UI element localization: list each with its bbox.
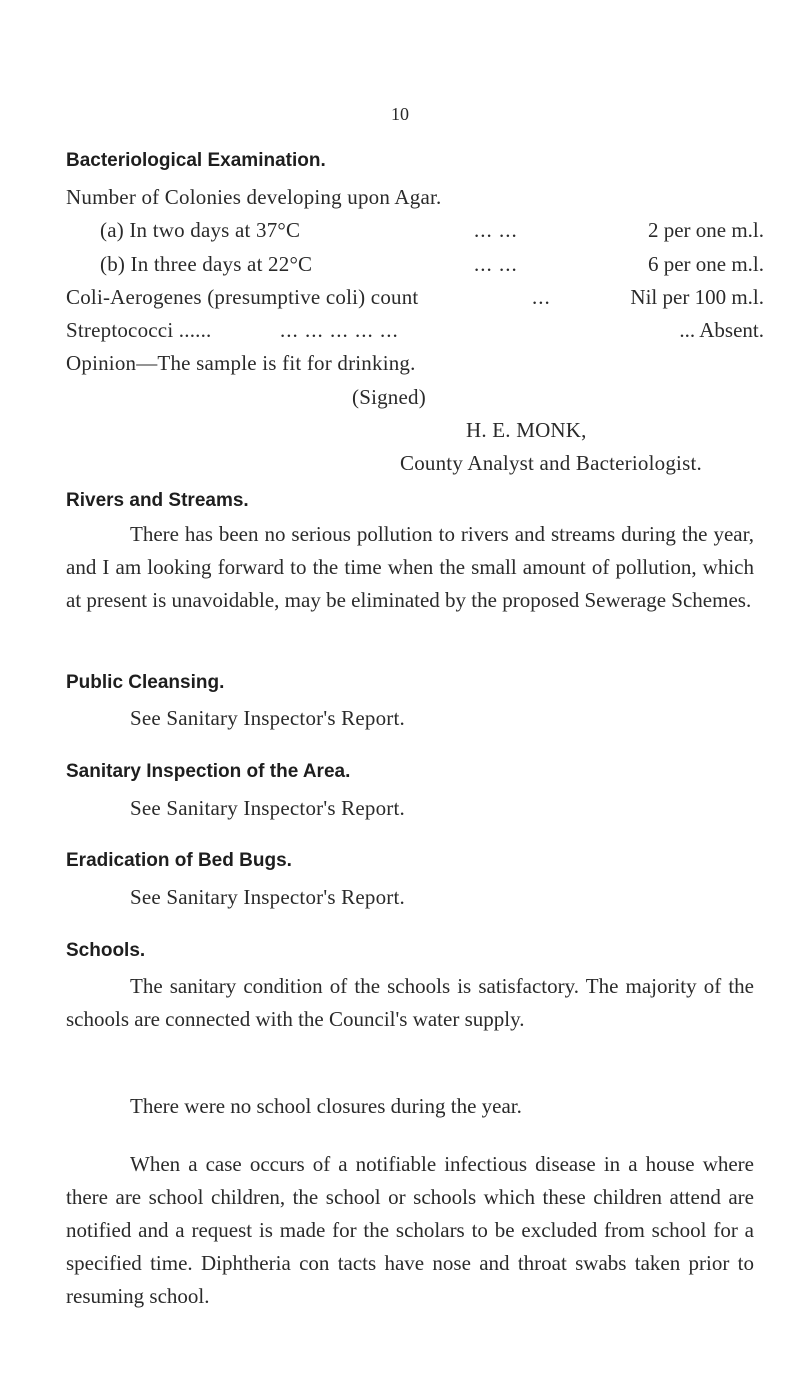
rivers-heading: Rivers and Streams.	[66, 490, 249, 511]
inspection-text: See Sanitary Inspector's Report.	[130, 796, 405, 820]
cleansing-text: See Sanitary Inspector's Report.	[130, 706, 405, 730]
inspection-heading: Sanitary Inspection of the Area.	[66, 761, 351, 782]
page-number: 10	[391, 104, 409, 124]
rivers-text: There has been no serious pollution to rivers and streams during the year, and I am looking forward to the time when the small amount of pollution, which at present is unavoidable, may be eliminated by the proposed Sewerage Schemes.	[66, 522, 754, 612]
strep-dots: ... ... ... ... ...	[280, 318, 399, 342]
schools-text-1: The sanitary condition of the schools is satisfactory. The majority of the schools are connected with the Council's water supply.	[66, 974, 754, 1031]
row-b-dots: ... ...	[474, 252, 518, 276]
signed-label: (Signed)	[352, 385, 426, 409]
bugs-heading: Eradication of Bed Bugs.	[66, 850, 292, 871]
row-a-dots: ... ...	[474, 218, 518, 242]
schools-heading: Schools.	[66, 940, 146, 961]
row-b-value: 6 per one m.l.	[647, 252, 764, 276]
colonies-intro: Number of Colonies developing upon Agar.	[66, 185, 442, 209]
cleansing-heading: Public Cleansing.	[66, 672, 225, 693]
coli-dots: ...	[532, 285, 551, 309]
schools-paragraph-2	[66, 1090, 754, 1123]
strep-label: Streptococci ......	[66, 318, 212, 342]
schools-text-3: When a case occurs of a notifiable infectious disease in a house where there are school children, the school or schools which these children attend are notified and a request is made for the scholars to be excluded from school for a specified time. Diphtheria con tacts have nose and throat swabs taken prior to resuming school.	[66, 1152, 754, 1308]
row-a-value: 2 per one m.l.	[647, 218, 764, 242]
coli-label: Coli-Aerogenes (presumptive coli) count	[66, 285, 419, 309]
schools-paragraph-3	[66, 1148, 754, 1313]
rivers-paragraph	[66, 518, 754, 617]
schools-text-2: There were no school closures during the year.	[130, 1094, 522, 1118]
row-a-label: (a) In two days at 37°C	[100, 218, 301, 242]
signatory-title: County Analyst and Bacteriologist.	[400, 451, 702, 475]
bugs-text: See Sanitary Inspector's Report.	[130, 885, 405, 909]
row-b-label: (b) In three days at 22°C	[100, 252, 313, 276]
bacteriological-heading: Bacteriological Examination.	[66, 150, 326, 171]
opinion: Opinion—The sample is fit for drinking.	[66, 351, 416, 375]
strep-value: ... Absent.	[679, 318, 764, 342]
coli-value: Nil per 100 m.l.	[630, 285, 764, 309]
schools-paragraph-1	[66, 970, 754, 1036]
signatory-name: H. E. MONK,	[466, 418, 587, 442]
